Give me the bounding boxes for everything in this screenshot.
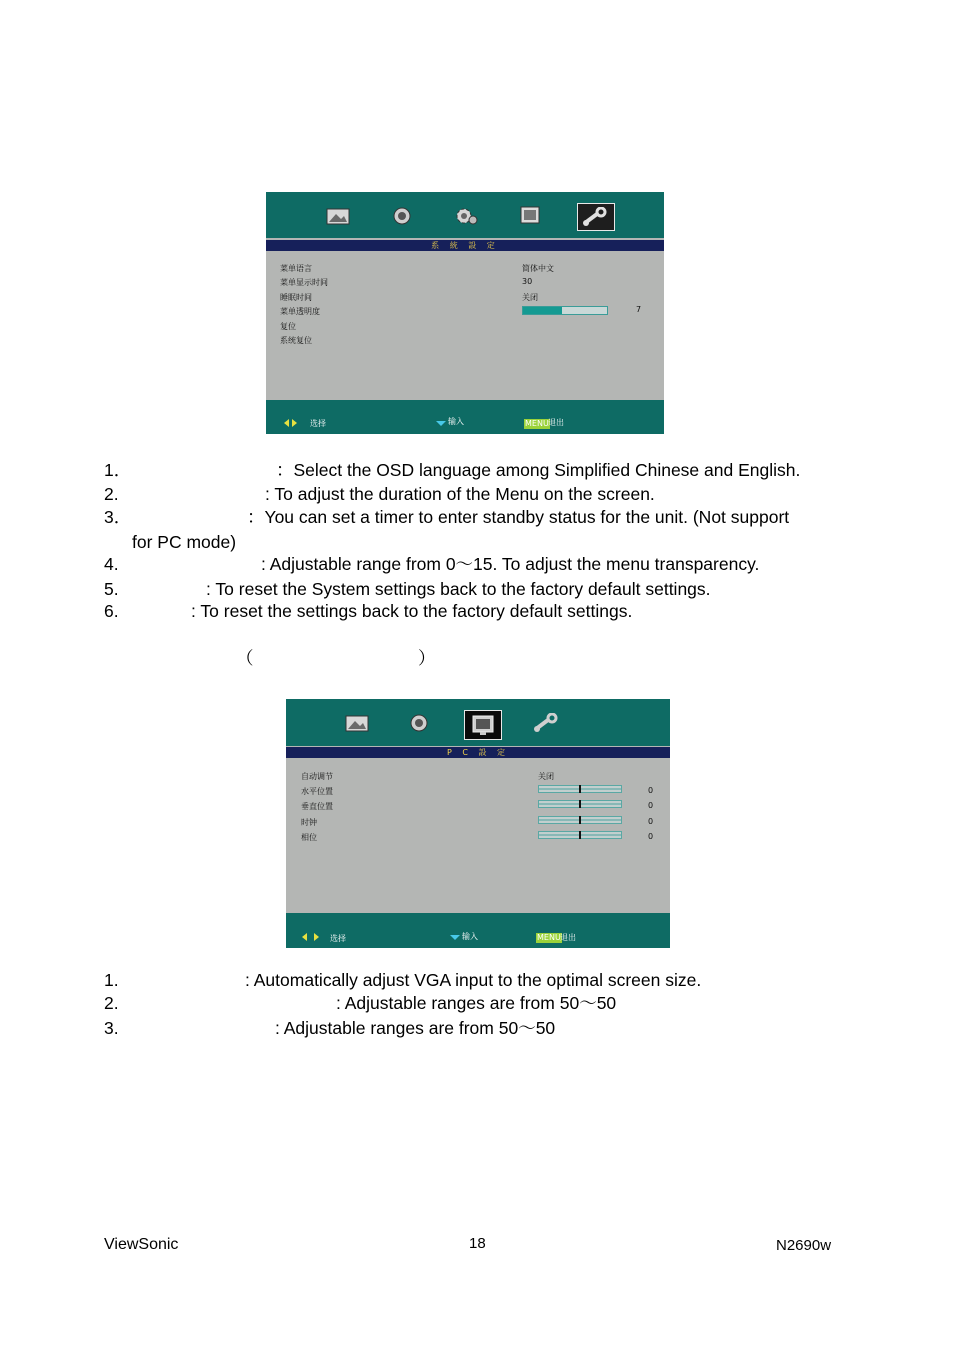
hint-select: 选择 bbox=[310, 419, 326, 428]
page-number: 18 bbox=[469, 1235, 486, 1252]
list-item bbox=[104, 600, 119, 622]
osd-row-label[interactable]: 水平位置 bbox=[301, 787, 333, 796]
osd-icon-bar bbox=[286, 699, 670, 746]
list-item bbox=[104, 553, 119, 575]
wrench-icon[interactable] bbox=[577, 203, 615, 231]
osd-row-label[interactable]: 时钟 bbox=[301, 818, 317, 827]
item-number: 3. bbox=[104, 1018, 119, 1038]
item-number: 2. bbox=[104, 993, 119, 1013]
transparency-bar[interactable] bbox=[522, 306, 608, 315]
left-arrow-icon bbox=[284, 419, 289, 427]
list-item-text: : To adjust the duration of the Menu on the screen. bbox=[265, 484, 655, 504]
section-heading-open: （ bbox=[236, 648, 254, 668]
down-arrow-icon bbox=[436, 421, 446, 426]
osd-row-value: 关闭 bbox=[538, 772, 554, 781]
osd-title: 系 統 設 定 bbox=[266, 240, 664, 251]
section-heading-close: ） bbox=[418, 648, 436, 668]
osd-row-label[interactable]: 菜单语言 bbox=[280, 264, 312, 273]
gear-icon[interactable] bbox=[449, 203, 483, 229]
phase-slider[interactable] bbox=[538, 831, 622, 839]
list-item-text: : Adjustable range from 0～15. To adjust the menu transparency. bbox=[261, 554, 760, 574]
osd-row-value: 0 bbox=[648, 801, 654, 810]
v-position-slider[interactable] bbox=[538, 800, 622, 808]
hint-exit: 退出 bbox=[548, 418, 564, 427]
osd-row-value: 0 bbox=[648, 786, 654, 795]
osd-row-value: 关闭 bbox=[522, 293, 538, 302]
osd-icon-bar bbox=[266, 192, 664, 238]
list-item bbox=[104, 1017, 119, 1039]
audio-icon[interactable] bbox=[385, 203, 419, 229]
hint-enter: 输入 bbox=[462, 932, 478, 941]
list-item bbox=[104, 483, 119, 505]
osd-row-value: 0 bbox=[648, 817, 654, 826]
footer-brand: ViewSonic bbox=[104, 1236, 179, 1253]
osd-row-label[interactable]: 菜单透明度 bbox=[280, 307, 320, 316]
hint-enter: 输入 bbox=[448, 417, 464, 426]
osd-row-value: 0 bbox=[648, 832, 654, 841]
list-item-text: ：Select the OSD language among Simplified Chinese and English. bbox=[276, 460, 801, 480]
item-number: 1． bbox=[104, 460, 132, 480]
osd-row-label[interactable]: 复位 bbox=[280, 322, 296, 331]
menu-badge: MENU bbox=[537, 933, 561, 942]
wrench-icon[interactable] bbox=[530, 710, 564, 736]
list-item-text: for PC mode) bbox=[132, 532, 237, 552]
list-item bbox=[104, 459, 131, 481]
list-item-text: ：You can set a timer to enter standby status for the unit. (Not support bbox=[247, 507, 790, 527]
osd-title: P C 設 定 bbox=[286, 747, 670, 758]
clock-slider[interactable] bbox=[538, 816, 622, 824]
list-item-text: : To reset the settings back to the factory default settings. bbox=[191, 601, 633, 621]
list-item bbox=[104, 969, 119, 991]
audio-icon[interactable] bbox=[402, 710, 436, 736]
osd-hint-bar bbox=[266, 400, 664, 434]
screen-icon[interactable] bbox=[464, 710, 502, 740]
system-settings-osd bbox=[266, 192, 664, 434]
hint-exit: 退出 bbox=[560, 933, 576, 942]
list-item-text: : Adjustable ranges are from 50～50 bbox=[275, 1018, 556, 1038]
list-item-text: : Automatically adjust VGA input to the optimal screen size. bbox=[245, 970, 702, 990]
osd-row-label[interactable]: 睡眠时间 bbox=[280, 293, 312, 302]
right-arrow-icon bbox=[292, 419, 297, 427]
list-item bbox=[104, 992, 119, 1014]
pc-settings-osd bbox=[286, 699, 670, 948]
osd-row-value: 7 bbox=[636, 305, 642, 314]
item-number: 5. bbox=[104, 579, 119, 599]
h-position-slider[interactable] bbox=[538, 785, 622, 793]
osd-row-label[interactable]: 自动调节 bbox=[301, 772, 333, 781]
footer-model: N2690w bbox=[776, 1237, 832, 1254]
osd-row-label[interactable]: 相位 bbox=[301, 833, 317, 842]
list-item bbox=[104, 506, 131, 528]
left-arrow-icon bbox=[302, 933, 307, 941]
menu-badge: MENU bbox=[525, 419, 549, 428]
osd-row-value: 30 bbox=[522, 277, 533, 286]
list-item bbox=[104, 578, 119, 600]
item-number: 3． bbox=[104, 507, 132, 527]
item-number: 1. bbox=[104, 970, 119, 990]
list-item-text: : Adjustable ranges are from 50～50 bbox=[336, 993, 617, 1013]
osd-row-value: 简体中文 bbox=[522, 264, 554, 273]
osd-row-label[interactable]: 菜单显示时间 bbox=[280, 278, 328, 287]
osd-hint-bar bbox=[286, 913, 670, 948]
item-number: 6. bbox=[104, 601, 119, 621]
item-number: 2. bbox=[104, 484, 119, 504]
right-arrow-icon bbox=[314, 933, 319, 941]
picture-icon[interactable] bbox=[340, 710, 374, 736]
down-arrow-icon bbox=[450, 935, 460, 940]
screen-icon[interactable] bbox=[513, 203, 547, 229]
hint-select: 选择 bbox=[330, 934, 346, 943]
list-item-text: : To reset the System settings back to the factory default settings. bbox=[206, 579, 711, 599]
osd-row-label[interactable]: 系统复位 bbox=[280, 336, 312, 345]
picture-icon[interactable] bbox=[321, 203, 355, 229]
osd-row-label[interactable]: 垂直位置 bbox=[301, 802, 333, 811]
item-number: 4. bbox=[104, 554, 119, 574]
